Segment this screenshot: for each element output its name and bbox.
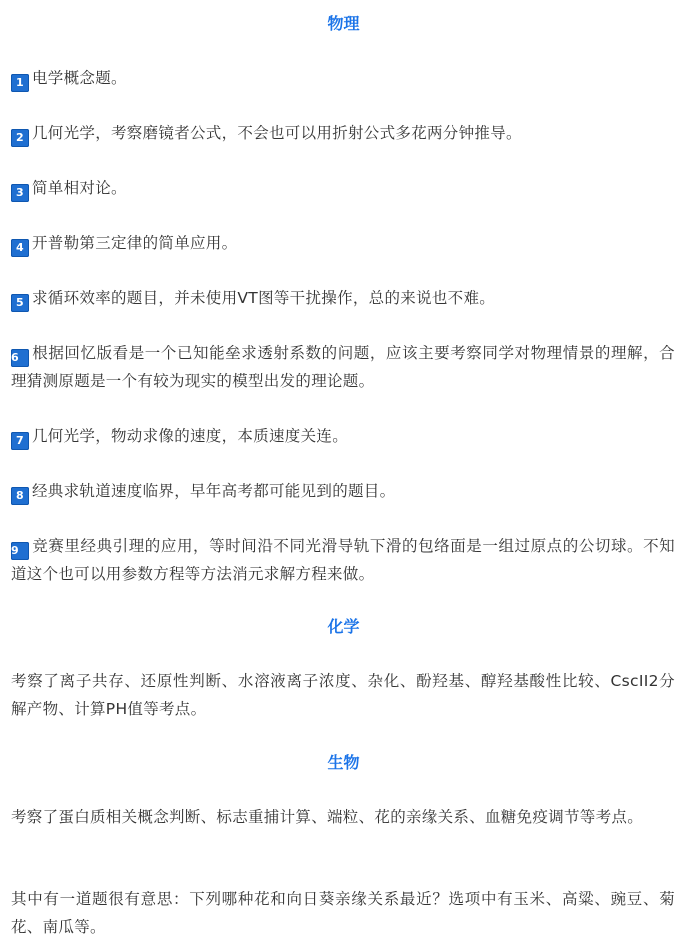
list-item [11, 422, 675, 450]
list-item [11, 64, 675, 92]
number-8-icon: 8 [11, 487, 29, 505]
list-item [11, 477, 675, 505]
number-5-icon: 5 [11, 294, 29, 312]
chemistry-paragraph: 考察了离子共存、还原性判断、水溶液离子浓度、杂化、酚羟基、醇羟基酸性比较、CscII2分解产物、计算PH值等考点。 [11, 672, 675, 718]
list-item [11, 284, 675, 312]
list-item [11, 119, 675, 147]
list-item [11, 532, 675, 588]
biology-paragraph: 其中有一道题很有意思：下列哪种花和向日葵亲缘关系最近？选项中有玉米、高粱、豌豆、菊花、南瓜等。 [11, 890, 675, 936]
list-item-text: 根据回忆版看是一个已知能垒求透射系数的问题，应该主要考察同学对物理情景的理解，合理猜测原题是一个有较为现实的模型出发的理论题。 [11, 344, 675, 390]
list-item [11, 174, 675, 202]
biology-paragraph: 考察了蛋白质相关概念判断、标志重捕计算、端粒、花的亲缘关系、血糖免疫调节等考点。 [11, 808, 644, 826]
number-6-icon: 6 [11, 349, 29, 367]
number-1-icon: 1 [11, 74, 29, 92]
list-item-text: 简单相对论。 [32, 179, 127, 197]
number-7-icon: 7 [11, 432, 29, 450]
list-item [11, 229, 675, 257]
list-item-text: 求循环效率的题目，并未使用VT图等干扰操作，总的来说也不难。 [32, 289, 496, 307]
number-4-icon: 4 [11, 239, 29, 257]
list-item [11, 339, 675, 395]
number-3-icon: 3 [11, 184, 29, 202]
section-heading-physics: 物理 [327, 14, 360, 33]
list-item-text: 电学概念题。 [32, 69, 127, 87]
list-item-text: 经典求轨道速度临界，早年高考都可能见到的题目。 [32, 482, 396, 500]
number-9-icon: 9 [11, 542, 29, 560]
section-heading-biology: 生物 [327, 753, 360, 772]
section-heading-chemistry: 化学 [327, 617, 360, 636]
number-2-icon: 2 [11, 129, 29, 147]
list-item-text: 竞赛里经典引理的应用，等时间沿不同光滑导轨下滑的包络面是一组过原点的公切球。不知道这个也可以用参数方程等方法消元求解方程来做。 [11, 537, 675, 583]
list-item-text: 几何光学，考察磨镜者公式，不会也可以用折射公式多花两分钟推导。 [32, 124, 522, 142]
list-item-text: 开普勒第三定律的简单应用。 [32, 234, 238, 252]
list-item-text: 几何光学，物动求像的速度，本质速度关连。 [32, 427, 349, 445]
